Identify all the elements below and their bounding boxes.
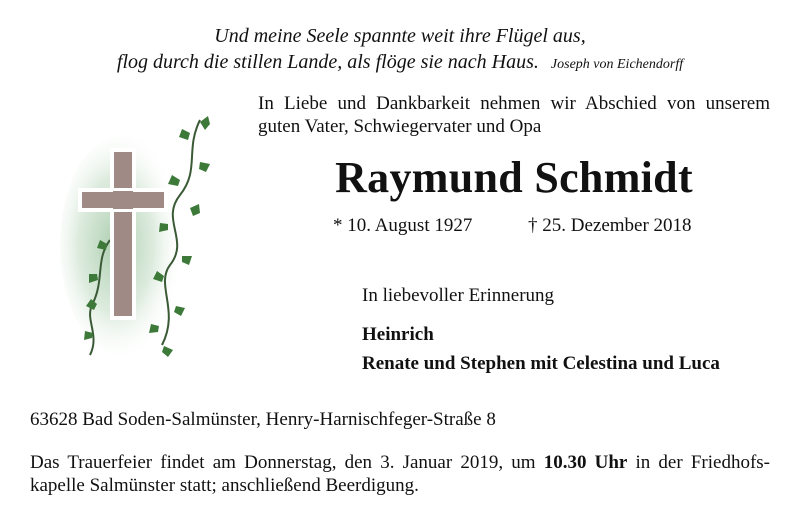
poem-line-1: Und meine Seele spannte weit ihre Flügel aus, xyxy=(214,25,586,47)
service-time: 10.30 Uhr xyxy=(543,452,628,473)
poem-line-2 xyxy=(0,51,800,74)
poem-author: Joseph von Eichendorff xyxy=(550,57,684,72)
funeral-service-notice xyxy=(30,451,770,497)
birth-date: * 10. August 1927 xyxy=(333,215,473,236)
intro-line-1: In Liebe und Dankbarkeit nehmen wir Abschied von unserem xyxy=(258,93,770,114)
farewell-intro xyxy=(258,92,770,138)
poem-line-2-text: flog durch die stillen Lande, als flöge sie nach Haus. xyxy=(116,51,539,73)
service-line-2: kapelle Salmünster statt; anschließend Beerdigung. xyxy=(30,475,419,496)
memory-line: In liebevoller Erinnerung xyxy=(362,285,555,306)
address-line: 63628 Bad Soden-Salmünster, Henry-Harnischfeger-Straße 8 xyxy=(30,409,496,430)
deceased-name: Raymund Schmidt xyxy=(335,153,693,202)
death-date: † 25. Dezember 2018 xyxy=(528,215,692,236)
intro-line-2: guten Vater, Schwiegervater und Opa xyxy=(258,116,542,137)
service-text-2: in der Friedhofs- xyxy=(627,452,770,473)
mourner-line-1: Heinrich xyxy=(362,324,434,345)
service-line-1 xyxy=(30,451,770,474)
cross-with-ivy-icon xyxy=(50,110,220,365)
service-text-1: Das Trauerfeier findet am Donnerstag, den 3. Januar 2019, um xyxy=(30,452,544,473)
mourner-line-2: Renate und Stephen mit Celestina und Luca xyxy=(362,353,720,374)
